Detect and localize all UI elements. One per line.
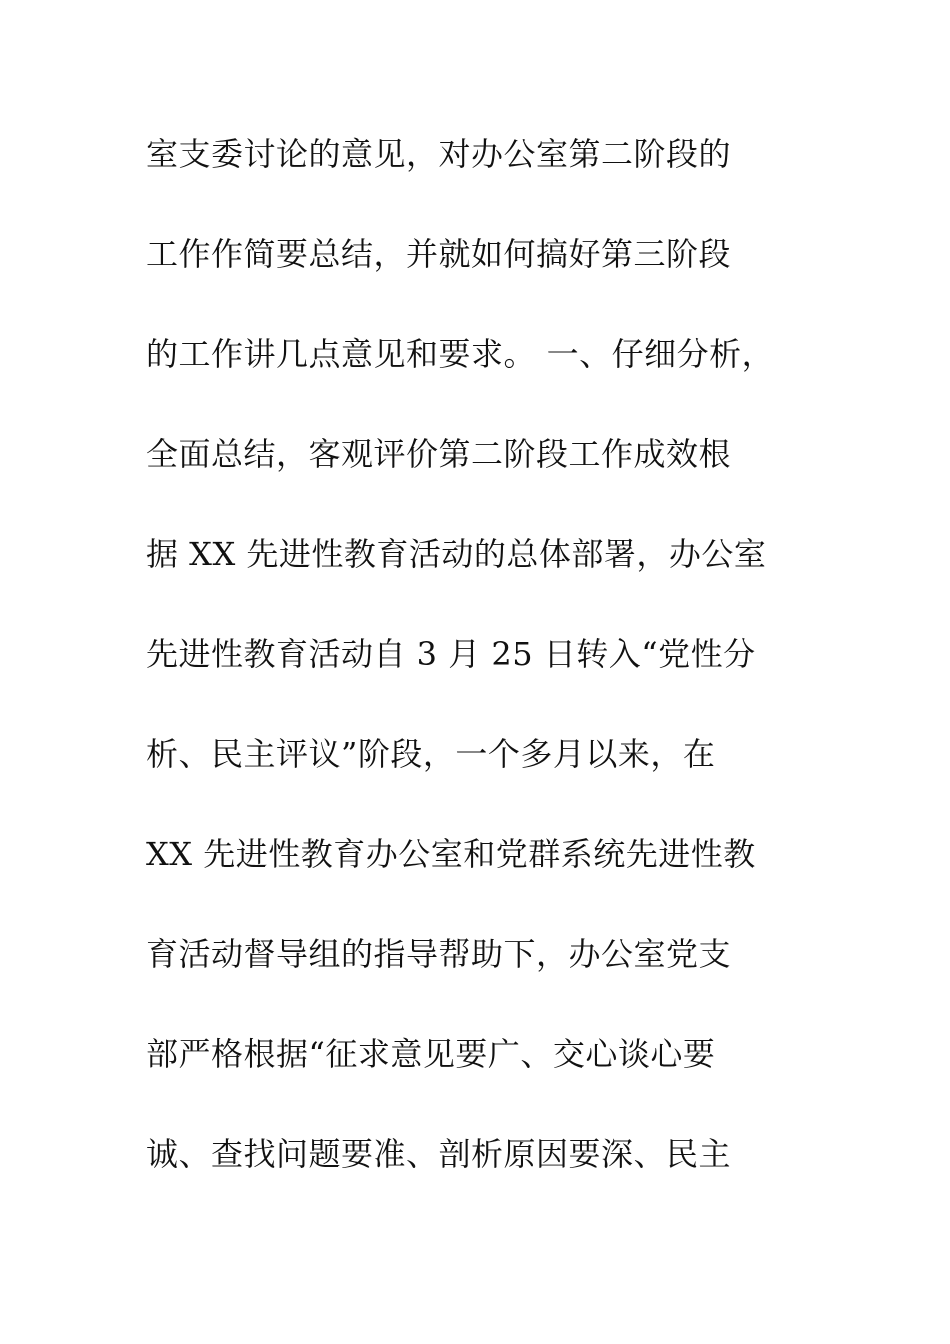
text-line: 的工作讲几点意见和要求。 一、仔细分析， [146,335,775,373]
text-line: 先进性教育活动自 3 月 25 日转入“党性分 [146,635,756,673]
text-line: 全面总结，客观评价第二阶段工作成效根 [146,435,732,473]
text-line: XX 先进性教育办公室和党群系统先进性教 [146,835,756,873]
text-line: 工作作简要总结，并就如何搞好第三阶段 [146,235,732,273]
text-line: 析、民主评议”阶段，一个多月以来，在 [146,735,716,773]
text-line: 据 XX 先进性教育活动的总体部署，办公室 [146,535,767,573]
text-line: 诚、查找问题要准、剖析原因要深、民主 [146,1135,732,1173]
text-line: 部严格根据“征求意见要广、交心谈心要 [146,1035,716,1073]
body-text [146,122,846,1222]
text-line: 室支委讨论的意见，对办公室第二阶段的 [146,135,732,173]
text-line: 育活动督导组的指导帮助下，办公室党支 [146,935,732,973]
